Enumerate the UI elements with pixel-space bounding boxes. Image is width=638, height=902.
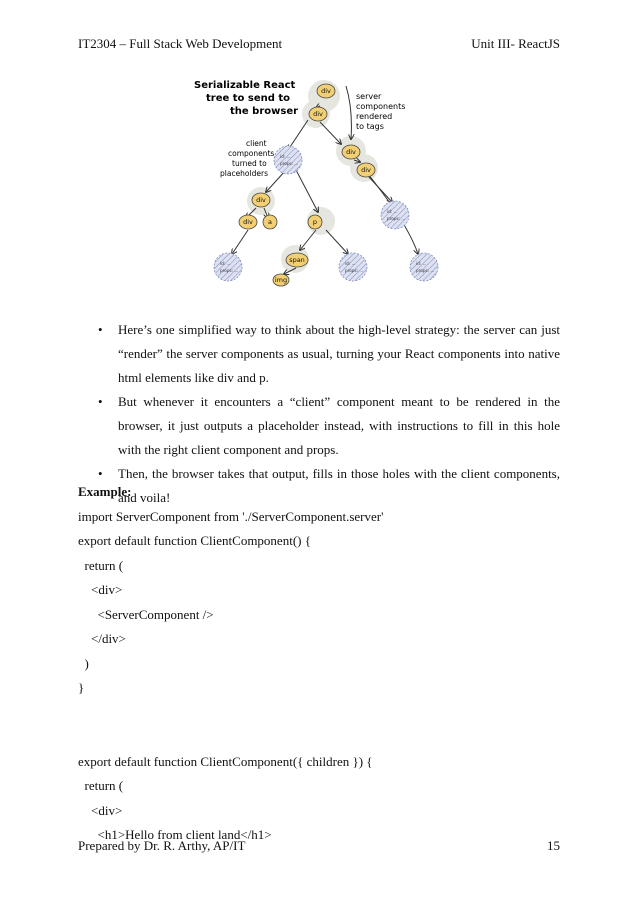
code-line: }	[78, 680, 85, 695]
svg-text:props: ...: props: ...	[387, 216, 406, 221]
svg-text:placeholders: placeholders	[220, 169, 268, 178]
code-line: <h1>Hello from client land</h1>	[78, 827, 272, 842]
code-line: </div>	[78, 631, 126, 646]
bullet-item: • Then, the browser takes that output, fills in those holes with the client components, and voila!	[118, 462, 560, 510]
svg-text:div: div	[313, 110, 323, 118]
svg-text:components: components	[356, 102, 406, 111]
code-line: )	[78, 655, 89, 671]
svg-text:props: ...: props: ...	[416, 268, 435, 273]
svg-text:components: components	[228, 149, 275, 158]
author: Prepared by Dr. R. Arthy, AP/IT	[78, 838, 246, 853]
bullet-item: • But whenever it encounters a “client” component meant to be rendered in the browser, it just outputs a placeholder instead, with instructions to fill in this hole with the right client component and props.	[118, 390, 560, 462]
svg-text:tree to send to: tree to send to	[206, 93, 291, 104]
svg-text:id: ...: id: ...	[345, 261, 356, 266]
code-line: <div>	[78, 802, 123, 818]
code-line: export default function ClientComponent({ children }) {	[78, 753, 373, 769]
code-line: return (	[78, 557, 124, 573]
course-title: IT2304 – Full Stack Web Development	[78, 36, 283, 51]
example-code	[78, 480, 383, 848]
svg-text:server: server	[356, 92, 382, 101]
svg-text:id: ...: id: ...	[416, 261, 427, 266]
tree-label	[194, 80, 298, 117]
svg-text:props: ...: props: ...	[220, 268, 239, 273]
svg-text:img: img	[274, 276, 288, 284]
server-label	[356, 92, 405, 131]
svg-text:div: div	[256, 196, 266, 204]
code-line	[78, 701, 383, 726]
bullet-item: • Here’s one simplified way to think about the high-level strategy: the server can just “render” the server components as usual, turning your React components into native html elements like div and p.	[118, 318, 560, 390]
unit-title: Unit III- ReactJS	[471, 36, 560, 51]
svg-text:turned to: turned to	[232, 159, 267, 168]
svg-text:p: p	[312, 218, 318, 226]
client-label	[220, 139, 274, 178]
svg-text:Serializable React: Serializable React	[194, 80, 296, 91]
svg-text:a: a	[268, 218, 272, 226]
svg-text:id: ...: id: ...	[280, 154, 291, 159]
svg-text:div: div	[321, 87, 331, 95]
react-server-components-diagram	[188, 74, 446, 304]
svg-text:id: ...: id: ...	[220, 261, 231, 266]
svg-text:the browser: the browser	[230, 106, 299, 117]
page-number: 15	[547, 838, 560, 853]
example-heading: Example:	[78, 484, 132, 499]
svg-text:div: div	[346, 148, 356, 156]
svg-text:to tags: to tags	[356, 122, 384, 131]
code-line: <div>	[78, 582, 123, 597]
svg-text:props: ...: props: ...	[280, 161, 299, 166]
code-line: <ServerComponent />	[78, 606, 214, 622]
svg-text:props: ...: props: ...	[345, 268, 364, 273]
svg-text:div: div	[361, 166, 371, 174]
code-line: import ServerComponent from './ServerComponent.server'	[78, 508, 384, 524]
svg-text:client: client	[246, 139, 267, 148]
svg-text:rendered: rendered	[356, 112, 393, 121]
svg-text:div: div	[243, 218, 253, 226]
svg-text:id: ...: id: ...	[387, 209, 398, 214]
svg-text:span: span	[289, 256, 305, 264]
code-line	[78, 725, 383, 750]
code-line: return (	[78, 778, 124, 793]
code-line: export default function ClientComponent() {	[78, 533, 311, 548]
